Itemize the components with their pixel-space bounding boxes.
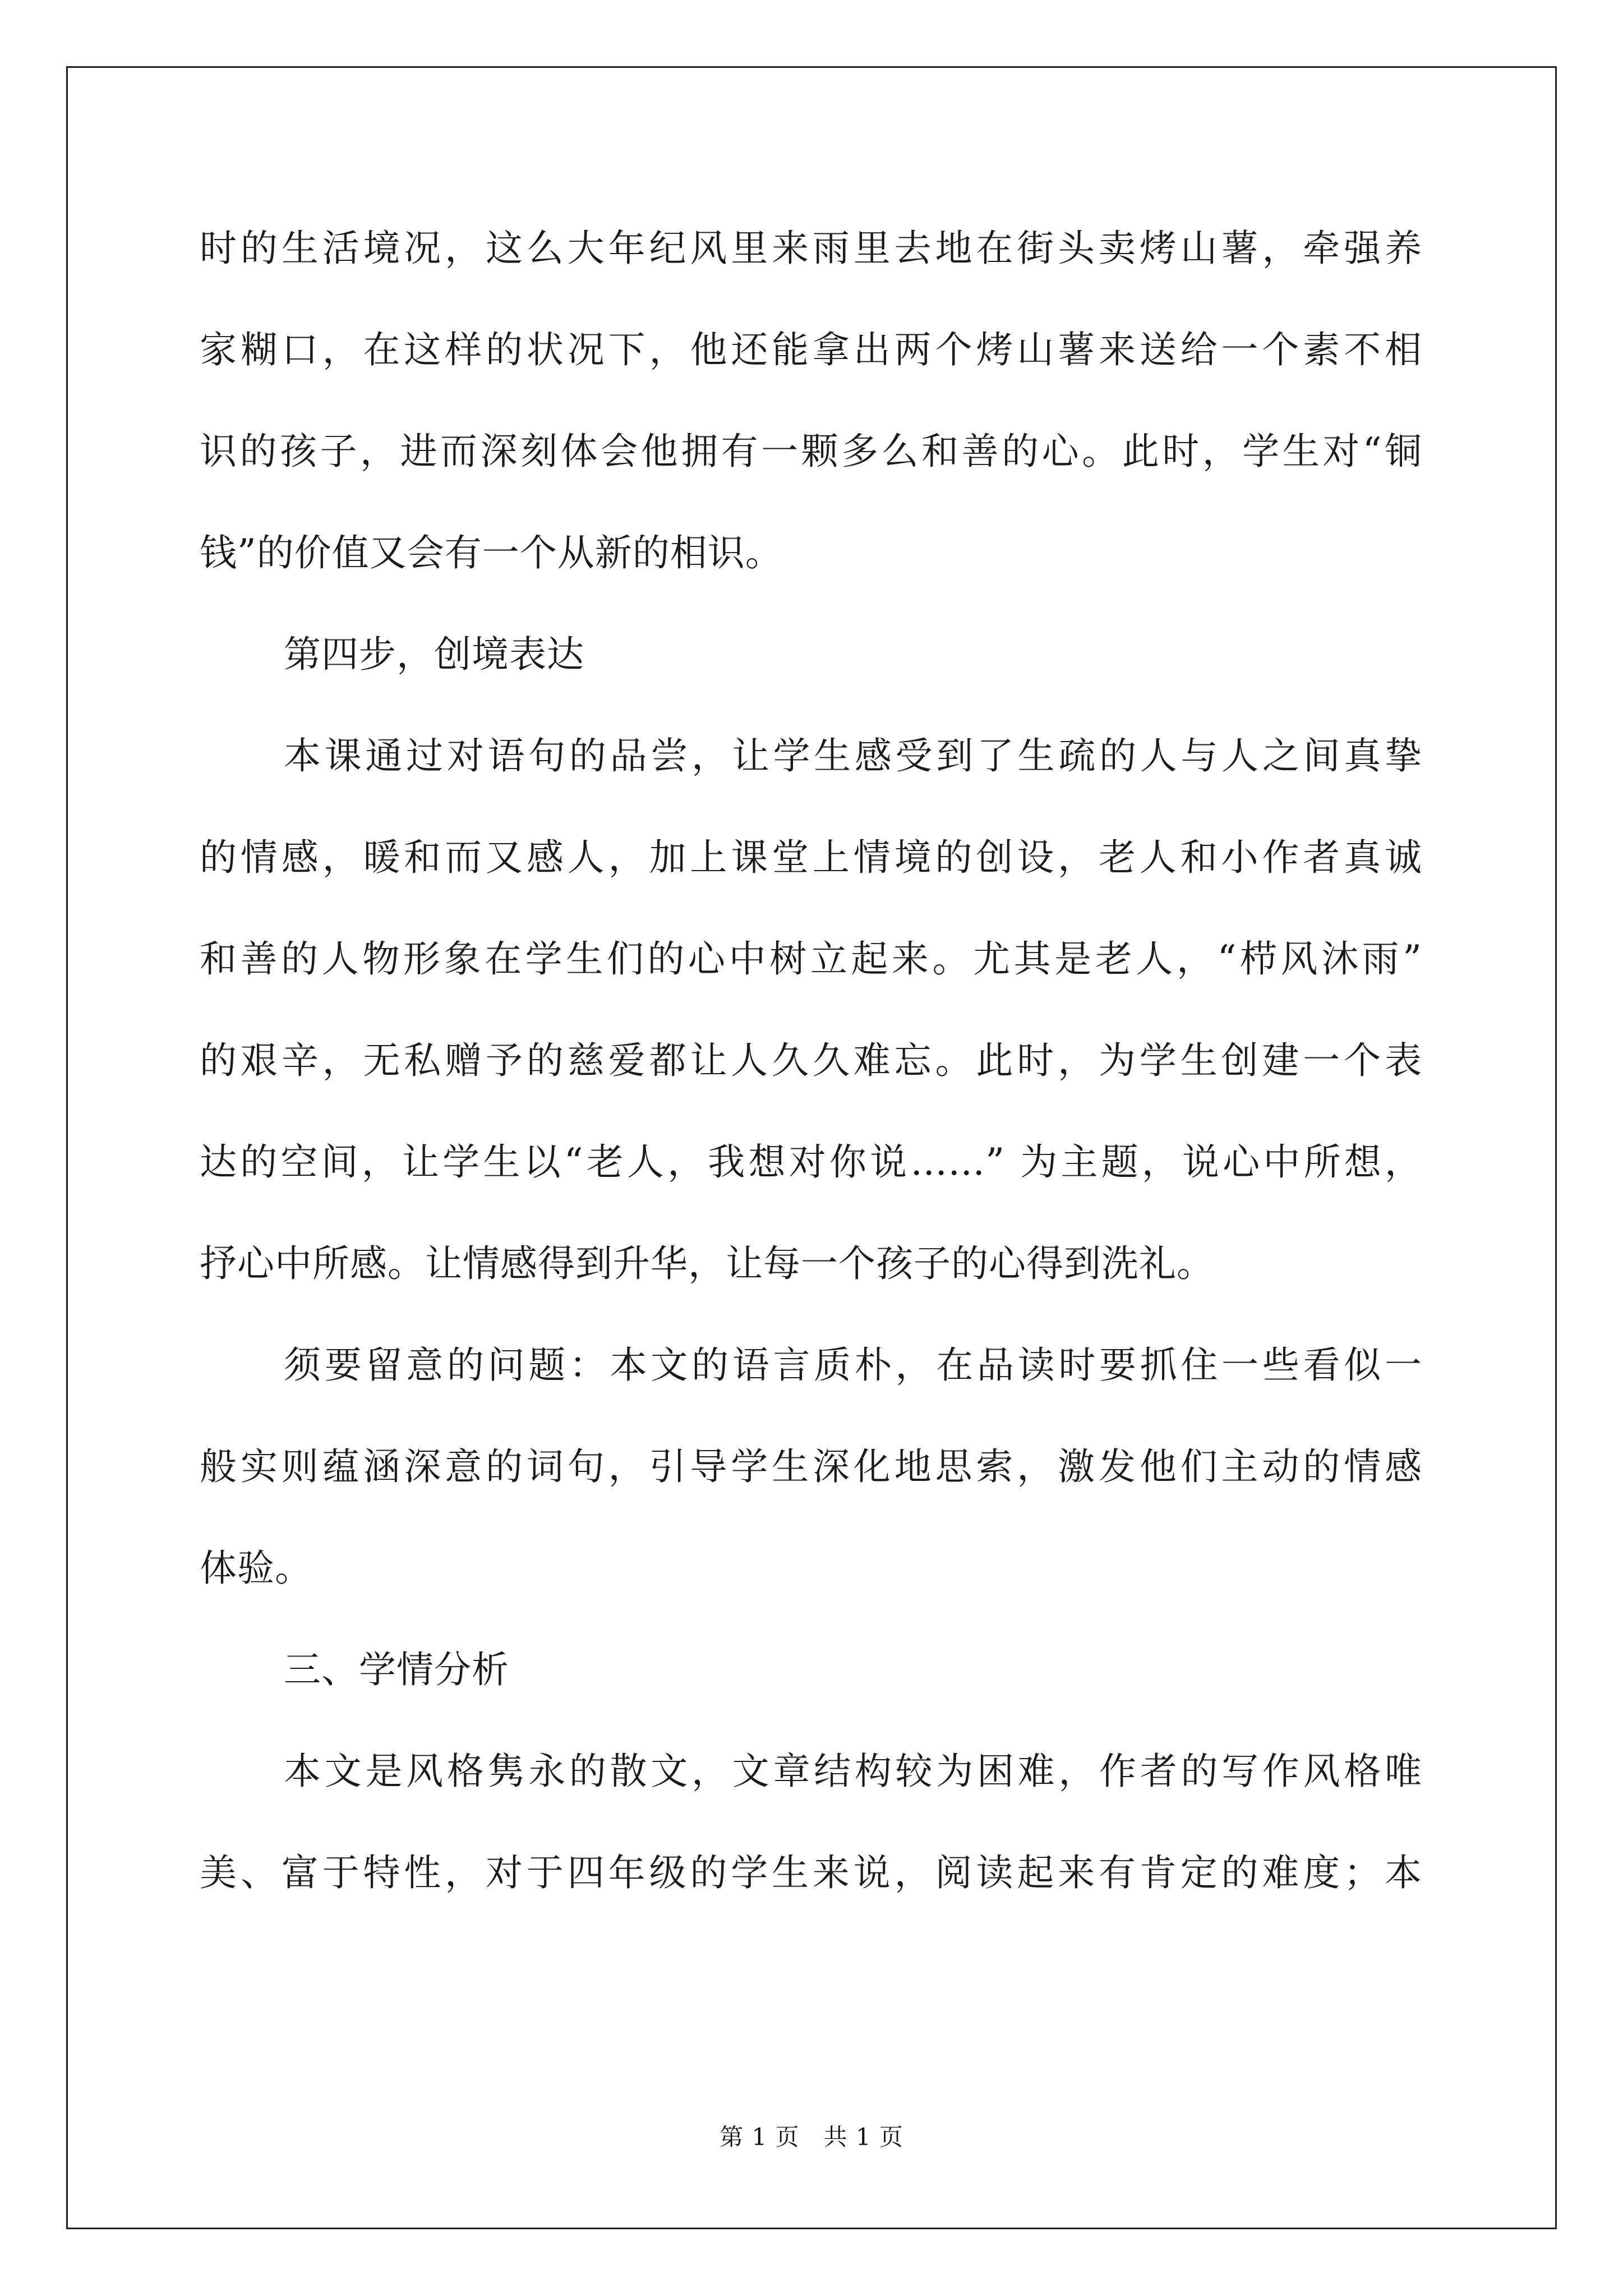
document-body bbox=[200, 212, 1422, 1938]
text-line-8: 和善的人物形象在学生们的心中树立起来。尤其是老人，“栉风沐雨” bbox=[200, 937, 1422, 981]
text-line-11: 抒心中所感。让情感得到升华，让每一个孩子的心得到洗礼。 bbox=[200, 1242, 1214, 1285]
page-number-footer: 第 1 页 共 1 页 bbox=[720, 2123, 903, 2151]
text-line-14: 体验。 bbox=[200, 1547, 312, 1590]
section-heading-learning-analysis: 三、学情分析 bbox=[284, 1648, 509, 1691]
text-line-9: 的艰辛，无私赠予的慈爱都让人久久难忘。此时，为学生创建一个表 bbox=[200, 1039, 1422, 1082]
text-line-13: 般实则蕴涵深意的词句，引导学生深化地思索，激发他们主动的情感 bbox=[200, 1445, 1422, 1488]
text-line-7: 的情感，暖和而又感人，加上课堂上情境的创设，老人和小作者真诚 bbox=[200, 836, 1422, 879]
text-line-6: 本课通过对语句的品尝，让学生感受到了生疏的人与人之间真挚 bbox=[284, 734, 1422, 777]
text-line-10: 达的空间，让学生以“老人，我想对你说……” 为主题，说心中所想， bbox=[200, 1140, 1422, 1184]
text-line-12: 须要留意的问题：本文的语言质朴，在品读时要抓住一些看似一 bbox=[284, 1343, 1422, 1387]
text-line-17: 美、富于特性，对于四年级的学生来说，阅读起来有肯定的难度；本 bbox=[200, 1851, 1422, 1894]
text-line-4: 钱”的价值又会有一个从新的相识。 bbox=[200, 531, 783, 574]
text-line-3: 识的孩子，进而深刻体会他拥有一颗多么和善的心。此时，学生对“铜 bbox=[200, 430, 1422, 473]
text-line-16: 本文是风格隽永的散文，文章结构较为困难，作者的写作风格唯 bbox=[284, 1750, 1422, 1793]
text-line-2: 家糊口，在这样的状况下，他还能拿出两个烤山薯来送给一个素不相 bbox=[200, 328, 1422, 371]
text-line-1: 时的生活境况，这么大年纪风里来雨里去地在街头卖烤山薯，牵强养 bbox=[200, 227, 1422, 270]
section-heading-step-four: 第四步，创境表达 bbox=[284, 633, 584, 676]
